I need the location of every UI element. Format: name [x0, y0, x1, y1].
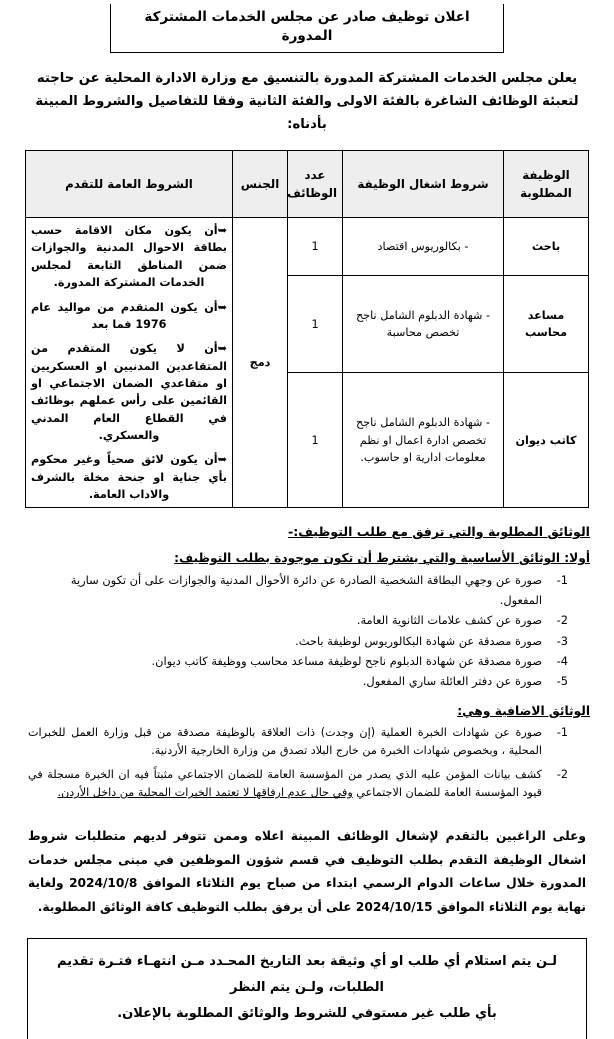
cell-job-condition-1 [343, 218, 504, 276]
condition-text-2: - شهادة الدبلوم الشامل ناجح تخصص محاسبة [356, 308, 490, 340]
list-item: صورة مصدقة عن شهادة البكالوريوس لوظيفة باحث. [295, 633, 542, 648]
general-condition-text: أن لا يكون المتقدم من المتقاعدين المدنيين او العسكريين او متقاعدي الضمان الاجتماعي او القائمين على رأس عملهم بوظائف في القطاع العام المدني والعسكري. [31, 342, 227, 443]
header-job-title: الوظيفة المطلوبة [504, 151, 589, 218]
general-condition-item: ➥أن يكون لائق صحياً وغير محكوم بأي جناية او جنحة مخلة بالشرف والاداب العامة. [31, 453, 227, 502]
cell-job-count-1: 1 [288, 218, 343, 276]
cell-job-title-1: باحث [504, 218, 589, 276]
cell-job-title-3: كاتب ديوان [504, 373, 589, 508]
list-item: صورة مصدقة عن شهادة الدبلوم ناجح لوظيفة مساعد محاسب ووظيفة كاتب ديوان. [151, 654, 542, 669]
cell-job-count-3: 1 [288, 373, 343, 508]
general-condition-text: أن يكون المتقدم من مواليد عام 1976 فما بعد [31, 300, 218, 331]
intro-paragraph: يعلن مجلس الخدمات المشتركة المدورة بالتنسيق مع وزارة الادارة المحلية عن حاجته لتعبئة الوظائف الشاغرة بالفئة الاولى والفئة الثانية وفقا للتفاصيل والشروط المبينة بأدناه: [35, 70, 579, 132]
cell-job-condition-3 [343, 373, 504, 508]
warning-line-1: لـن يتم استلام أي طلب او أي وثيقة بعد التاريخ المحـدد مـن انتهـاء فتـرة تقديم الطلبات، ولـن يتم النظر [56, 953, 558, 995]
cell-job-condition-2 [343, 276, 504, 373]
warning-box [27, 938, 587, 1039]
cell-general-conditions [26, 218, 233, 508]
primary-documents-heading: أولا: الوثائق الأساسية والتي يشترط أن تكون موجودة بطلب التوظيف: [174, 551, 590, 566]
closing-paragraph: وعلى الراغبين بالتقدم لإشغال الوظائف المبينة اعلاه وممن تتوفر لديهم متطلبات شروط اشغال الوظيفة التقدم بطلب التوظيف في قسم شؤون الموظفين في مبنى مجلس خدمات المدورة خلال ساعات الدوام الرسمي ابتداء من صباح يوم الثلاثاء الموافق 2024/10/8 ولغاية نهاية يوم الثلاثاء الموافق 2024/10/15 على أن يرفق بطلب التوظيف كافة الوثائق المطلوبة. [28, 828, 586, 915]
header-job-count: عدد الوظائف [288, 151, 343, 218]
primary-documents-list [28, 571, 568, 691]
general-condition-text: أن يكون مكان الاقامة حسب بطاقة الاحوال المدنية والجوازات ضمن المناطق التابعة لمجلس الخدمات المشتركة المدورة. [31, 224, 227, 290]
cell-job-title-2: مساعد محاسب [504, 276, 589, 373]
condition-text-1: - بكالوريوس اقتصاد [377, 240, 469, 254]
condition-text-3: - شهادة الدبلوم الشامل ناجح تخصص ادارة اعمال او نظم معلومات ادارية او حاسوب. [356, 416, 490, 465]
page-title: اعلان توظيف صادر عن مجلس الخدمات المشتركة المدورة [110, 4, 504, 53]
list-item [28, 724, 568, 761]
list-item: صورة عن وجهي البطاقة الشخصية الصادرة عن دائرة الأحوال المدنية والجوازات على أن تكون سارية المفعول. [70, 573, 542, 607]
jobs-table [25, 150, 589, 508]
header-gender: الجنس [233, 151, 288, 218]
list-item [28, 766, 568, 803]
general-condition-text: أن يكون لائق صحياً وغير محكوم بأي جناية او جنحة مخلة بالشرف والاداب العامة. [31, 453, 227, 502]
extra-item-text: صورة عن شهادات الخبرة العملية (إن وجدت) ذات العلاقة بالوظيفة مصدقة من قبل وزارة العمل للخبرات المحلية ، وبخصوص شهادات الخبرة من خارج البلاد تصدق من وزارة الخارجية الأردنية. [28, 725, 542, 758]
announcement-page [0, 4, 614, 1021]
general-condition-item: ➥أن يكون مكان الاقامة حسب بطاقة الاحوال المدنية والجوازات ضمن المناطق التابعة لمجلس الخدمات المشتركة المدورة. [31, 224, 227, 290]
table-header-row [26, 151, 589, 218]
extra-documents-heading: الوثائق الاضافية وهي: [457, 703, 590, 718]
extra-item-underlined: وفي حال عدم ارفاقها لا تعتمد الخبرات المحلية من داخل الأردن. [57, 786, 353, 800]
cell-gender: دمج [233, 218, 288, 508]
general-condition-item: ➥أن لا يكون المتقدم من المتقاعدين المدنيين او العسكريين او متقاعدي الضمان الاجتماعي او القائمين على رأس عملهم بوظائف في القطاع العام المدني والعسكري. [31, 342, 227, 443]
general-condition-item: ➥أن يكون المتقدم من مواليد عام 1976 فما بعد [31, 300, 227, 331]
header-job-conditions: شروط اشغال الوظيفة [343, 151, 504, 218]
warning-line-2: بأي طلب غير مستوفي للشروط والوثائق المطلوبة بالإعلان. [117, 1005, 497, 1021]
extra-documents-list [28, 724, 568, 803]
cell-job-count-2: 1 [288, 276, 343, 373]
table-row [26, 218, 589, 276]
list-item: صورة عن كشف علامات الثانوية العامة. [356, 613, 542, 628]
header-general-conditions: الشروط العامة للتقدم [26, 151, 233, 218]
documents-heading: الوثائق المطلوبة والتي ترفق مع طلب التوظيف:- [288, 524, 590, 540]
list-item: صورة عن دفتر العائلة ساري المفعول. [362, 674, 542, 689]
extra-item-text: كشف بيانات المؤمن عليه الذي يصدر من المؤسسة العامة للضمان الاجتماعي مثبتاً فيه ان الخبرة مسجلة في قيود المؤسسة العامة للضمان الاجتماعي [28, 767, 542, 800]
